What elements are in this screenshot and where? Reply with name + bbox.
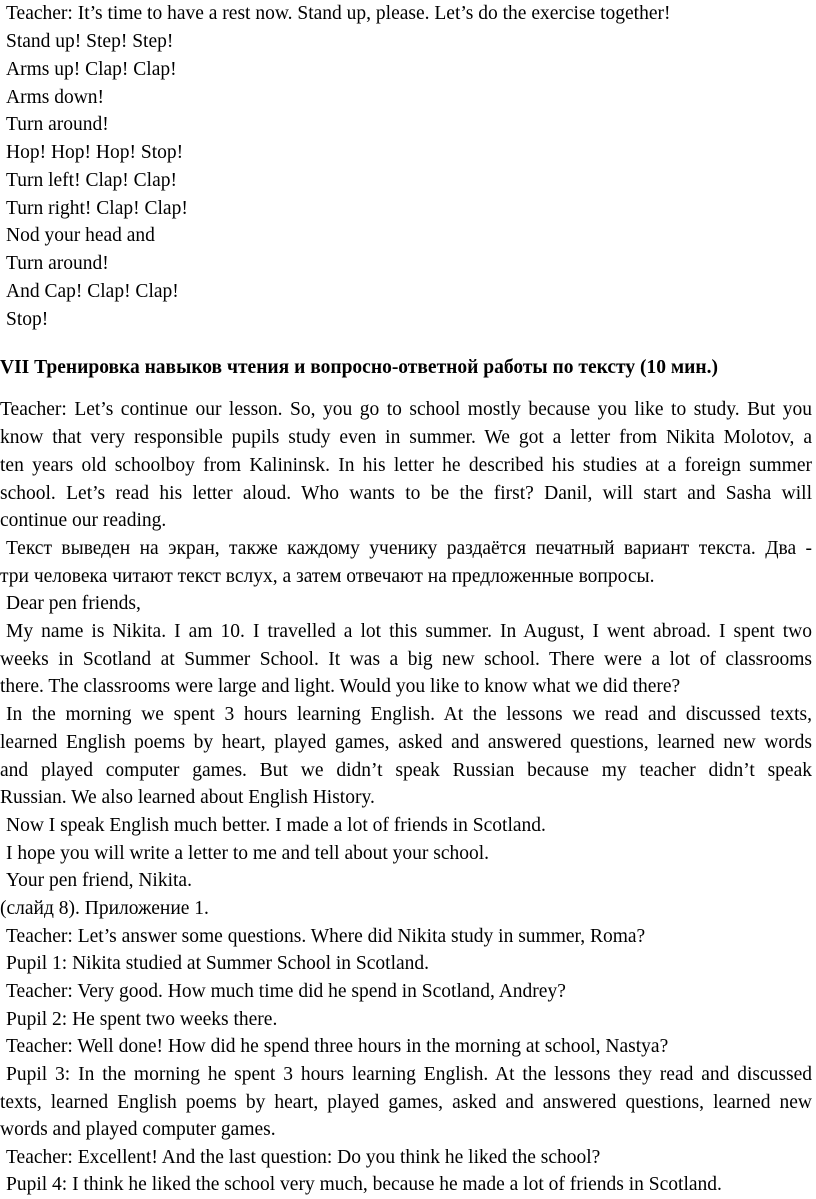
exercise-line: And Cap! Clap! Clap!: [6, 281, 179, 302]
instruction-line: три человека читают текст вслух, а затем отвечают на предложенные вопросы.: [0, 566, 655, 587]
letter-greeting: Dear pen friends,: [6, 593, 141, 614]
intro-paragraph-line: continue our reading.: [0, 510, 167, 531]
exercise-line: Turn around!: [6, 253, 109, 274]
dialogue-pupil-line: Pupil 1: Nikita studied at Summer School in Scotland.: [6, 953, 430, 974]
exercise-line: Stop!: [6, 309, 49, 330]
letter-line: Russian. We also learned about English History.: [0, 787, 375, 808]
exercise-line: Turn around!: [6, 114, 109, 135]
intro-paragraph-line: ten years old schoolboy from Kalininsk. In his letter he described his studies at a foreign summer: [0, 455, 812, 476]
letter-line: there. The classrooms were large and light. Would you like to know what we did there?: [0, 676, 681, 697]
section-heading: VII Тренировка навыков чтения и вопросно-ответной работы по тексту (10 мин.): [0, 357, 718, 378]
letter-line: Now I speak English much better. I made a lot of friends in Scotland.: [6, 815, 546, 836]
exercise-line: Nod your head and: [6, 225, 155, 246]
instruction-line: Текст выведен на экран, также каждому ученику раздаётся печатный вариант текста. Два -: [6, 538, 812, 559]
exercise-line: Hop! Hop! Hop! Stop!: [6, 142, 184, 163]
dialogue-pupil-line: texts, learned English poems by heart, played games, asked and answered questions, learned new: [0, 1092, 812, 1113]
dialogue-teacher-line: Teacher: Excellent! And the last question: Do you think he liked the school?: [6, 1147, 601, 1168]
intro-paragraph-line: Teacher: Let’s continue our lesson. So, you go to school mostly because you like to study. But you: [0, 399, 812, 420]
dialogue-pupil-line: Pupil 4: I think he liked the school very much, because he made a lot of friends in Scotland.: [6, 1174, 722, 1195]
letter-line: and played computer games. But we didn’t speak Russian because my teacher didn’t speak: [0, 760, 812, 781]
intro-paragraph-line: know that very responsible pupils study even in summer. We got a letter from Nikita Molotov, a: [0, 427, 812, 448]
dialogue-teacher-line: Teacher: Well done! How did he spend three hours in the morning at school, Nastya?: [6, 1036, 669, 1057]
letter-line: weeks in Scotland at Summer School. It was a big new school. There were a lot of classrooms: [0, 649, 812, 670]
dialogue-pupil-line: words and played computer games.: [0, 1119, 276, 1140]
letter-line: In the morning we spent 3 hours learning English. At the lessons we read and discussed texts,: [6, 704, 812, 725]
dialogue-pupil-line: Pupil 2: He spent two weeks there.: [6, 1009, 278, 1030]
exercise-line: Arms down!: [6, 87, 105, 108]
dialogue-teacher-line: Teacher: Let’s answer some questions. Where did Nikita study in summer, Roma?: [6, 926, 646, 947]
letter-line: I hope you will write a letter to me and tell about your school.: [6, 843, 490, 864]
letter-line: My name is Nikita. I am 10. I travelled a lot this summer. In August, I went abroad. I spent two: [6, 621, 812, 642]
dialogue-pupil-line: Pupil 3: In the morning he spent 3 hours learning English. At the lessons they read and discussed: [6, 1064, 812, 1085]
dialogue-teacher-line: Teacher: Very good. How much time did he spend in Scotland, Andrey?: [6, 981, 566, 1002]
intro-paragraph-line: school. Let’s read his letter aloud. Who wants to be the first? Danil, will start and Sasha will: [0, 483, 812, 504]
exercise-line: Turn right! Clap! Clap!: [6, 198, 188, 219]
exercise-line: Arms up! Clap! Clap!: [6, 59, 177, 80]
exercise-intro: Teacher: It’s time to have a rest now. Stand up, please. Let’s do the exercise together!: [6, 3, 671, 24]
exercise-line: Turn left! Clap! Clap!: [6, 170, 177, 191]
exercise-line: Stand up! Step! Step!: [6, 31, 174, 52]
letter-signoff: Your pen friend, Nikita.: [6, 870, 192, 891]
slide-reference: (слайд 8). Приложение 1.: [0, 898, 209, 919]
letter-line: learned English poems by heart, played games, asked and answered questions, learned new words: [0, 732, 812, 753]
